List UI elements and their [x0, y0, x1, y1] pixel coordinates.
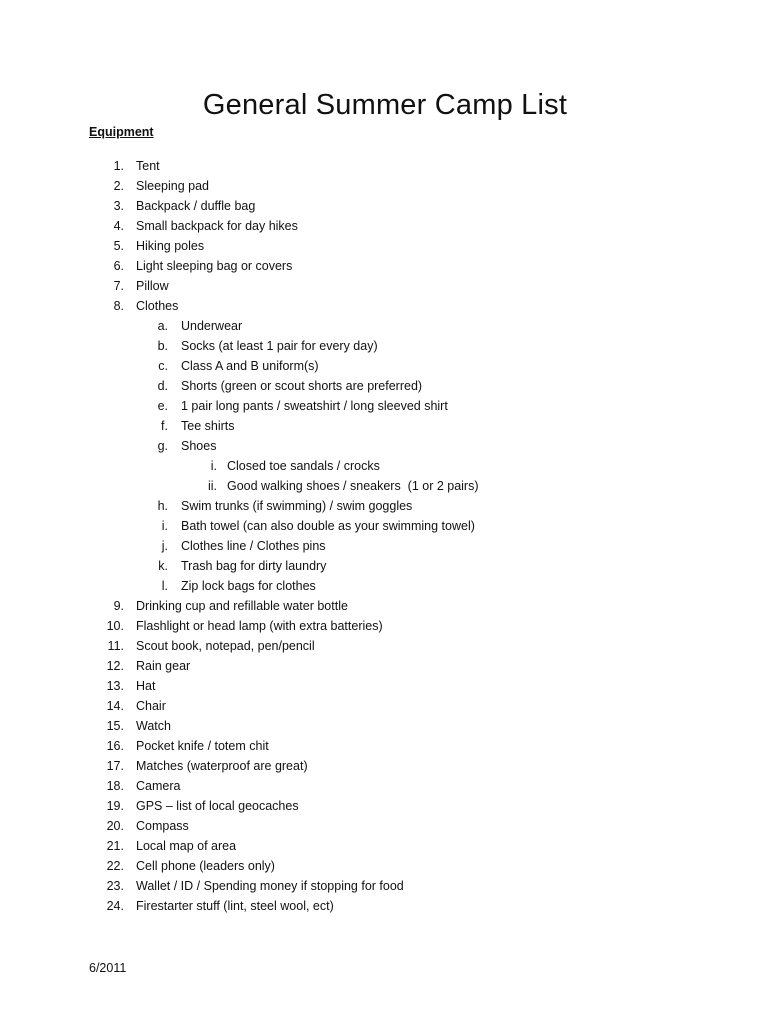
list-marker: h. — [157, 499, 168, 513]
list-marker: i. — [161, 519, 168, 533]
list-item-text: Sleeping pad — [136, 179, 209, 193]
list-marker: j. — [161, 539, 168, 553]
list-item — [0, 796, 770, 816]
sub-list-item — [0, 356, 770, 376]
list-item-text: Light sleeping bag or covers — [136, 259, 293, 273]
list-item-text: Chair — [136, 699, 166, 713]
list-marker: i. — [210, 459, 217, 473]
list-item-text: Firestarter stuff (lint, steel wool, ect) — [136, 899, 334, 913]
list-marker: 14. — [106, 699, 124, 713]
section-heading-equipment: Equipment — [89, 125, 154, 139]
list-item — [0, 776, 770, 796]
list-item-text: Socks (at least 1 pair for every day) — [181, 339, 378, 353]
sub-sub-list-item — [0, 456, 770, 476]
list-item — [0, 216, 770, 236]
list-item-text: Bath towel (can also double as your swimming towel) — [181, 519, 475, 533]
list-marker: 22. — [106, 859, 124, 873]
list-item-text: Compass — [136, 819, 189, 833]
list-item-text: Scout book, notepad, pen/pencil — [136, 639, 315, 653]
sub-list-item — [0, 436, 770, 456]
list-item-text: Swim trunks (if swimming) / swim goggles — [181, 499, 413, 513]
list-marker: l. — [161, 579, 168, 593]
list-item — [0, 756, 770, 776]
list-marker: e. — [157, 399, 168, 413]
list-item-text: Pocket knife / totem chit — [136, 739, 269, 753]
list-item-text: Backpack / duffle bag — [136, 199, 256, 213]
list-item-text: Camera — [136, 779, 181, 793]
list-item — [0, 856, 770, 876]
sub-list-item — [0, 336, 770, 356]
list-item — [0, 156, 770, 176]
list-marker: 13. — [106, 679, 124, 693]
list-item-text: Shoes — [181, 439, 217, 453]
list-item-text: Wallet / ID / Spending money if stopping for food — [136, 879, 404, 893]
list-marker: f. — [161, 419, 168, 433]
list-marker: k. — [158, 559, 168, 573]
list-item-text: Rain gear — [136, 659, 191, 673]
list-item-text: Tent — [136, 159, 160, 173]
list-item-text: Clothes line / Clothes pins — [181, 539, 326, 553]
sub-list-item — [0, 576, 770, 596]
list-marker: 12. — [106, 659, 124, 673]
list-item-text: Hat — [136, 679, 156, 693]
list-marker: d. — [157, 379, 168, 393]
list-marker: 19. — [106, 799, 124, 813]
list-item-text: Tee shirts — [181, 419, 235, 433]
list-item — [0, 296, 770, 316]
list-item — [0, 276, 770, 296]
list-marker: 6. — [113, 259, 124, 273]
list-item — [0, 596, 770, 616]
list-item — [0, 256, 770, 276]
list-item-text: Class A and B uniform(s) — [181, 359, 319, 373]
list-marker: 9. — [113, 599, 124, 613]
list-item-text: Shorts (green or scout shorts are preferred) — [181, 379, 423, 393]
list-marker: 8. — [113, 299, 124, 313]
list-item-text: Drinking cup and refillable water bottle — [136, 599, 348, 613]
list-marker: 23. — [106, 879, 124, 893]
page-title: General Summer Camp List — [202, 89, 568, 122]
list-marker: 10. — [106, 619, 124, 633]
list-item — [0, 196, 770, 216]
sub-list-item — [0, 536, 770, 556]
list-item-text: Flashlight or head lamp (with extra batteries) — [136, 619, 383, 633]
list-item-text: Clothes — [136, 299, 179, 313]
list-marker: 2. — [113, 179, 124, 193]
list-marker: 5. — [113, 239, 124, 253]
list-item — [0, 716, 770, 736]
list-marker: 16. — [106, 739, 124, 753]
list-item-text: GPS – list of local geocaches — [136, 799, 299, 813]
list-marker: c. — [158, 359, 168, 373]
list-item-text: Closed toe sandals / crocks — [227, 459, 380, 473]
list-marker: 18. — [106, 779, 124, 793]
list-item — [0, 636, 770, 656]
list-marker: 11. — [107, 639, 124, 653]
list-item — [0, 736, 770, 756]
list-marker: 15. — [106, 719, 124, 733]
list-item — [0, 696, 770, 716]
list-marker: 7. — [113, 279, 124, 293]
list-item-text: Local map of area — [136, 839, 237, 853]
list-item — [0, 836, 770, 856]
list-item — [0, 876, 770, 896]
list-item-text: Hiking poles — [136, 239, 205, 253]
sub-list-item — [0, 316, 770, 336]
list-item-text: Cell phone (leaders only) — [136, 859, 275, 873]
list-marker: 20. — [106, 819, 124, 833]
list-item-text: 1 pair long pants / sweatshirt / long sleeved shirt — [181, 399, 448, 413]
sub-sub-list-item — [0, 476, 770, 496]
list-item — [0, 236, 770, 256]
list-item-text: Underwear — [181, 319, 243, 333]
list-marker: 3. — [113, 199, 124, 213]
sub-list-item — [0, 496, 770, 516]
sub-list-item — [0, 376, 770, 396]
sub-list-item — [0, 556, 770, 576]
list-marker: 4. — [113, 219, 124, 233]
list-marker: ii. — [207, 479, 217, 493]
list-marker: a. — [157, 319, 168, 333]
list-marker: g. — [157, 439, 168, 453]
sub-list-item — [0, 416, 770, 436]
sub-list-item — [0, 516, 770, 536]
list-item-text: Trash bag for dirty laundry — [181, 559, 327, 573]
footer-date: 6/2011 — [89, 961, 127, 975]
list-item-text: Pillow — [136, 279, 169, 293]
list-marker: 24. — [106, 899, 124, 913]
list-item — [0, 676, 770, 696]
list-marker: 17. — [106, 759, 124, 773]
list-marker: b. — [157, 339, 168, 353]
list-marker: 1. — [113, 159, 124, 173]
list-item-text: Zip lock bags for clothes — [181, 579, 316, 593]
list-item-text: Good walking shoes / sneakers (1 or 2 pairs) — [227, 479, 479, 493]
list-item — [0, 176, 770, 196]
sub-list-item — [0, 396, 770, 416]
list-marker: 21. — [106, 839, 124, 853]
list-item — [0, 616, 770, 636]
list-item-text: Small backpack for day hikes — [136, 219, 298, 233]
list-item — [0, 816, 770, 836]
equipment-list — [0, 156, 770, 916]
list-item — [0, 896, 770, 916]
list-item-text: Watch — [136, 719, 171, 733]
list-item — [0, 656, 770, 676]
list-item-text: Matches (waterproof are great) — [136, 759, 308, 773]
